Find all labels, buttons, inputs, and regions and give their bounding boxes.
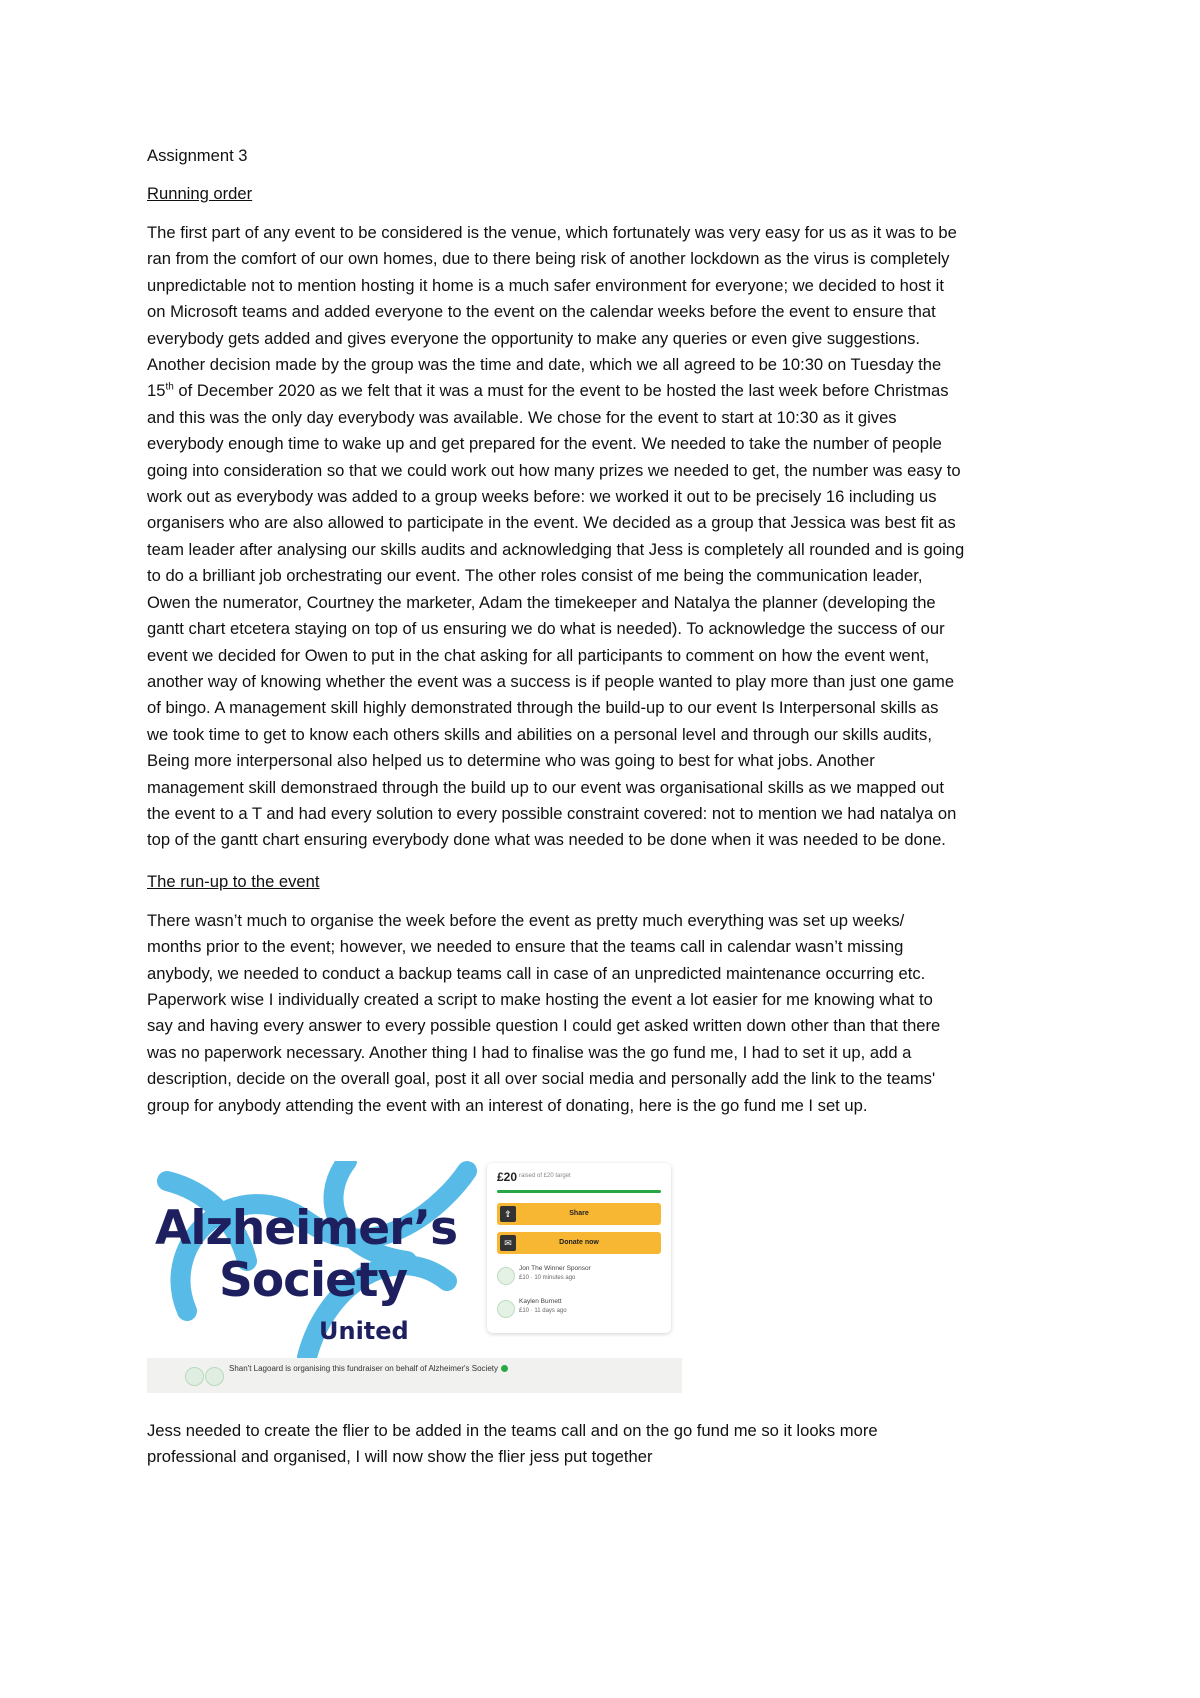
text-line: everybody enough time to wake up and get prepared for the event. We needed to take the number of people (147, 434, 942, 454)
text-line: of bingo. A management skill highly demonstrated through the build-up to our event Is Interpersonal skills as (147, 698, 939, 718)
text-line: ran from the comfort of our own homes, due to there being risk of another lockdown as the virus is completely (147, 249, 950, 269)
text-line: event we decided for Owen to put in the chat asking for all participants to comment on how the event went, (147, 645, 930, 665)
text-line: unpredictable not to mention hosting it home is a much safer environment for everyone; we decided to host it (147, 275, 944, 295)
text-line: going into consideration so that we could work out how many prizes we needed to get, the number was easy to (147, 460, 961, 480)
text-line: anybody, we needed to conduct a backup teams call in case of an unpredicted maintenance occurring etc. (147, 963, 926, 983)
text-line: top of the gantt chart ensuring everybody done what was needed to be done when it was needed to be done. (147, 830, 946, 850)
donor-meta: £10 · 11 days ago (519, 1308, 567, 1314)
text-line: Paperwork wise I individually created a script to make hosting the event a lot easier for me knowing what to (147, 989, 933, 1009)
text-line: Another decision made by the group was the time and date, which we all agreed to be 10:30 on Tuesday the (147, 355, 942, 375)
logo-text-line2: Society (219, 1253, 408, 1308)
fundraising-progress-bar (497, 1190, 661, 1193)
section-heading-running-order: Running order (147, 184, 253, 203)
text-line: work out as everybody was added to a group weeks before: we worked it out to be precisely 16 including us (147, 487, 937, 507)
text-line: we took time to get to know each others skills and abilities on a personal level and through our skills audits, (147, 724, 932, 744)
verified-icon (501, 1365, 508, 1372)
text-line: to do a brilliant job orchestrating our event. The other roles consist of me being the communication leader, (147, 566, 923, 586)
organiser-avatar (185, 1367, 204, 1386)
text-line: The first part of any event to be considered is the venue, which fortunately was very easy for us as it was to be (147, 223, 957, 242)
text-line: Owen the numerator, Courtney the marketer, Adam the timekeeper and Natalya the planner (developing the (147, 592, 936, 612)
fundraiser-image (147, 1161, 682, 1393)
text-line: another way of knowing whether the event was a success is if people wanted to play more than just one game (147, 671, 955, 691)
text-line: group for anybody attending the event with an interest of donating, here is the go fund me I set up. (147, 1095, 868, 1115)
donor-avatar (497, 1300, 515, 1318)
closing-paragraph (147, 1418, 1072, 1471)
charity-avatar (205, 1367, 224, 1386)
text-line: gantt chart etcetera staying on top of us ensuring we do what is needed). To acknowledge the success of our (147, 619, 945, 639)
document-title: Assignment 3 (147, 146, 248, 165)
donate-icon: ✉ (500, 1235, 516, 1251)
text-line: and this was the only day everybody was available. We chose for the event to start at 10:30 as it gives (147, 407, 897, 427)
section-heading-run-up: The run-up to the event (147, 871, 320, 891)
alzheimers-society-logo (147, 1161, 477, 1358)
logo-text-line3: United (319, 1317, 409, 1345)
organiser-bar (147, 1358, 682, 1393)
text-line: everybody gets added and gives everyone the opportunity to make any queries or even give suggestions. (147, 328, 921, 348)
share-button[interactable] (497, 1203, 661, 1225)
text-line: Being more interpersonal also helped us to determine who was going to best for what jobs. Another (147, 751, 875, 771)
text-line: professional and organised, I will now show the flier jess put together (147, 1447, 653, 1467)
donor-row (497, 1296, 661, 1322)
organiser-text: Shan't Lagoard is organising this fundraiser on behalf of Alzheimer's Society (229, 1363, 519, 1374)
text-line: Jess needed to create the flier to be added in the teams call and on the go fund me so it looks more (147, 1421, 878, 1440)
text-line: the event to a T and had every solution to every possible constraint covered: not to mention we had natalya on (147, 803, 957, 823)
logo-text-line1: Alzheimer’s (155, 1201, 458, 1256)
text-line: say and having every answer to every possible question I could get asked written down other than that there (147, 1016, 941, 1036)
text-line: was no paperwork necessary. Another thing I had to finalise was the go fund me, I had to set it up, add a (147, 1042, 912, 1062)
donor-avatar (497, 1267, 515, 1285)
donor-meta: £10 · 10 minutes ago (519, 1275, 576, 1281)
text-line: team leader after analysing our skills audits and acknowledging that Jess is completely all rounded and is going (147, 539, 965, 559)
donor-name: Kaylen Burnett (519, 1298, 562, 1305)
fundraiser-card (487, 1163, 671, 1333)
run-up-paragraph (147, 908, 1072, 1119)
text-line: organisers who are also allowed to participate in the event. We decided as a group that Jessica was best fit as (147, 513, 956, 533)
text-line: description, decide on the overall goal, post it all over social media and personally add the link to the teams' (147, 1069, 936, 1089)
share-icon: ⇪ (500, 1206, 516, 1222)
amount-raised: £20 (497, 1170, 518, 1184)
fundraising-progress-fill (497, 1190, 661, 1193)
donor-name: Jon The Winner Sponsor (519, 1265, 591, 1272)
running-order-paragraph (147, 220, 1072, 854)
text-line: 15th of December 2020 as we felt that it was a must for the event to be hosted the last week before Christmas (147, 381, 949, 401)
text-line: months prior to the event; however, we needed to ensure that the teams call in calendar wasn’t missing (147, 937, 904, 957)
donate-now-button[interactable] (497, 1232, 661, 1254)
text-line: on Microsoft teams and added everyone to the event on the calendar weeks before the event to ensure that (147, 302, 936, 322)
text-line: There wasn’t much to organise the week before the event as pretty much everything was set up weeks/ (147, 910, 905, 930)
text-line: management skill demonstraed through the build up to our event was organisational skills as we mapped out (147, 777, 944, 797)
amount-target: raised of £20 target (519, 1173, 571, 1179)
document-body (147, 144, 1072, 1135)
share-button-label: Share (569, 1210, 589, 1217)
donor-row (497, 1263, 661, 1289)
donate-button-label: Donate now (559, 1239, 599, 1246)
